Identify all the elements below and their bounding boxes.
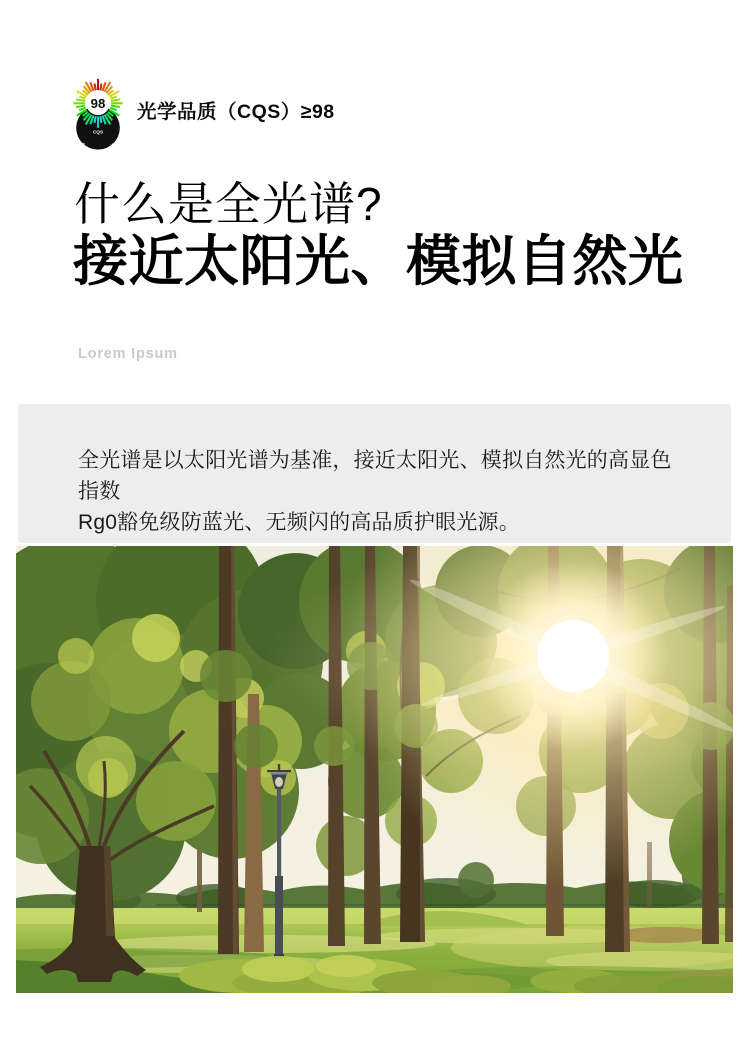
lamp-glow (275, 777, 283, 787)
sun-core (537, 620, 609, 692)
badge-ribbon-acronym: CQS (92, 130, 104, 136)
page-title-line2: 接近太阳光、模拟自然光 (73, 230, 684, 292)
description-box (18, 404, 731, 543)
fence-line (156, 904, 733, 906)
cqs-badge-graphic (68, 76, 128, 152)
badge-label: 光学品质（CQS）≥98 (137, 101, 335, 123)
description-line-1: 全光谱是以太阳光谱为基准，接近太阳光、模拟自然光的高显色指数 (78, 449, 672, 503)
badge-score: 98 (90, 95, 106, 111)
forest-photo (16, 546, 733, 993)
badge-ribbon-caption: Color Quality Scale (80, 141, 116, 153)
watermark-text: Lorem Ipsum (78, 346, 178, 362)
forest-photo-art (16, 546, 733, 993)
page-title-line1: 什么是全光谱? (74, 178, 383, 230)
cqs-badge (68, 76, 128, 154)
description-line-2: Rg0豁免级防蓝光、无频闪的高品质护眼光源。 (78, 511, 520, 534)
